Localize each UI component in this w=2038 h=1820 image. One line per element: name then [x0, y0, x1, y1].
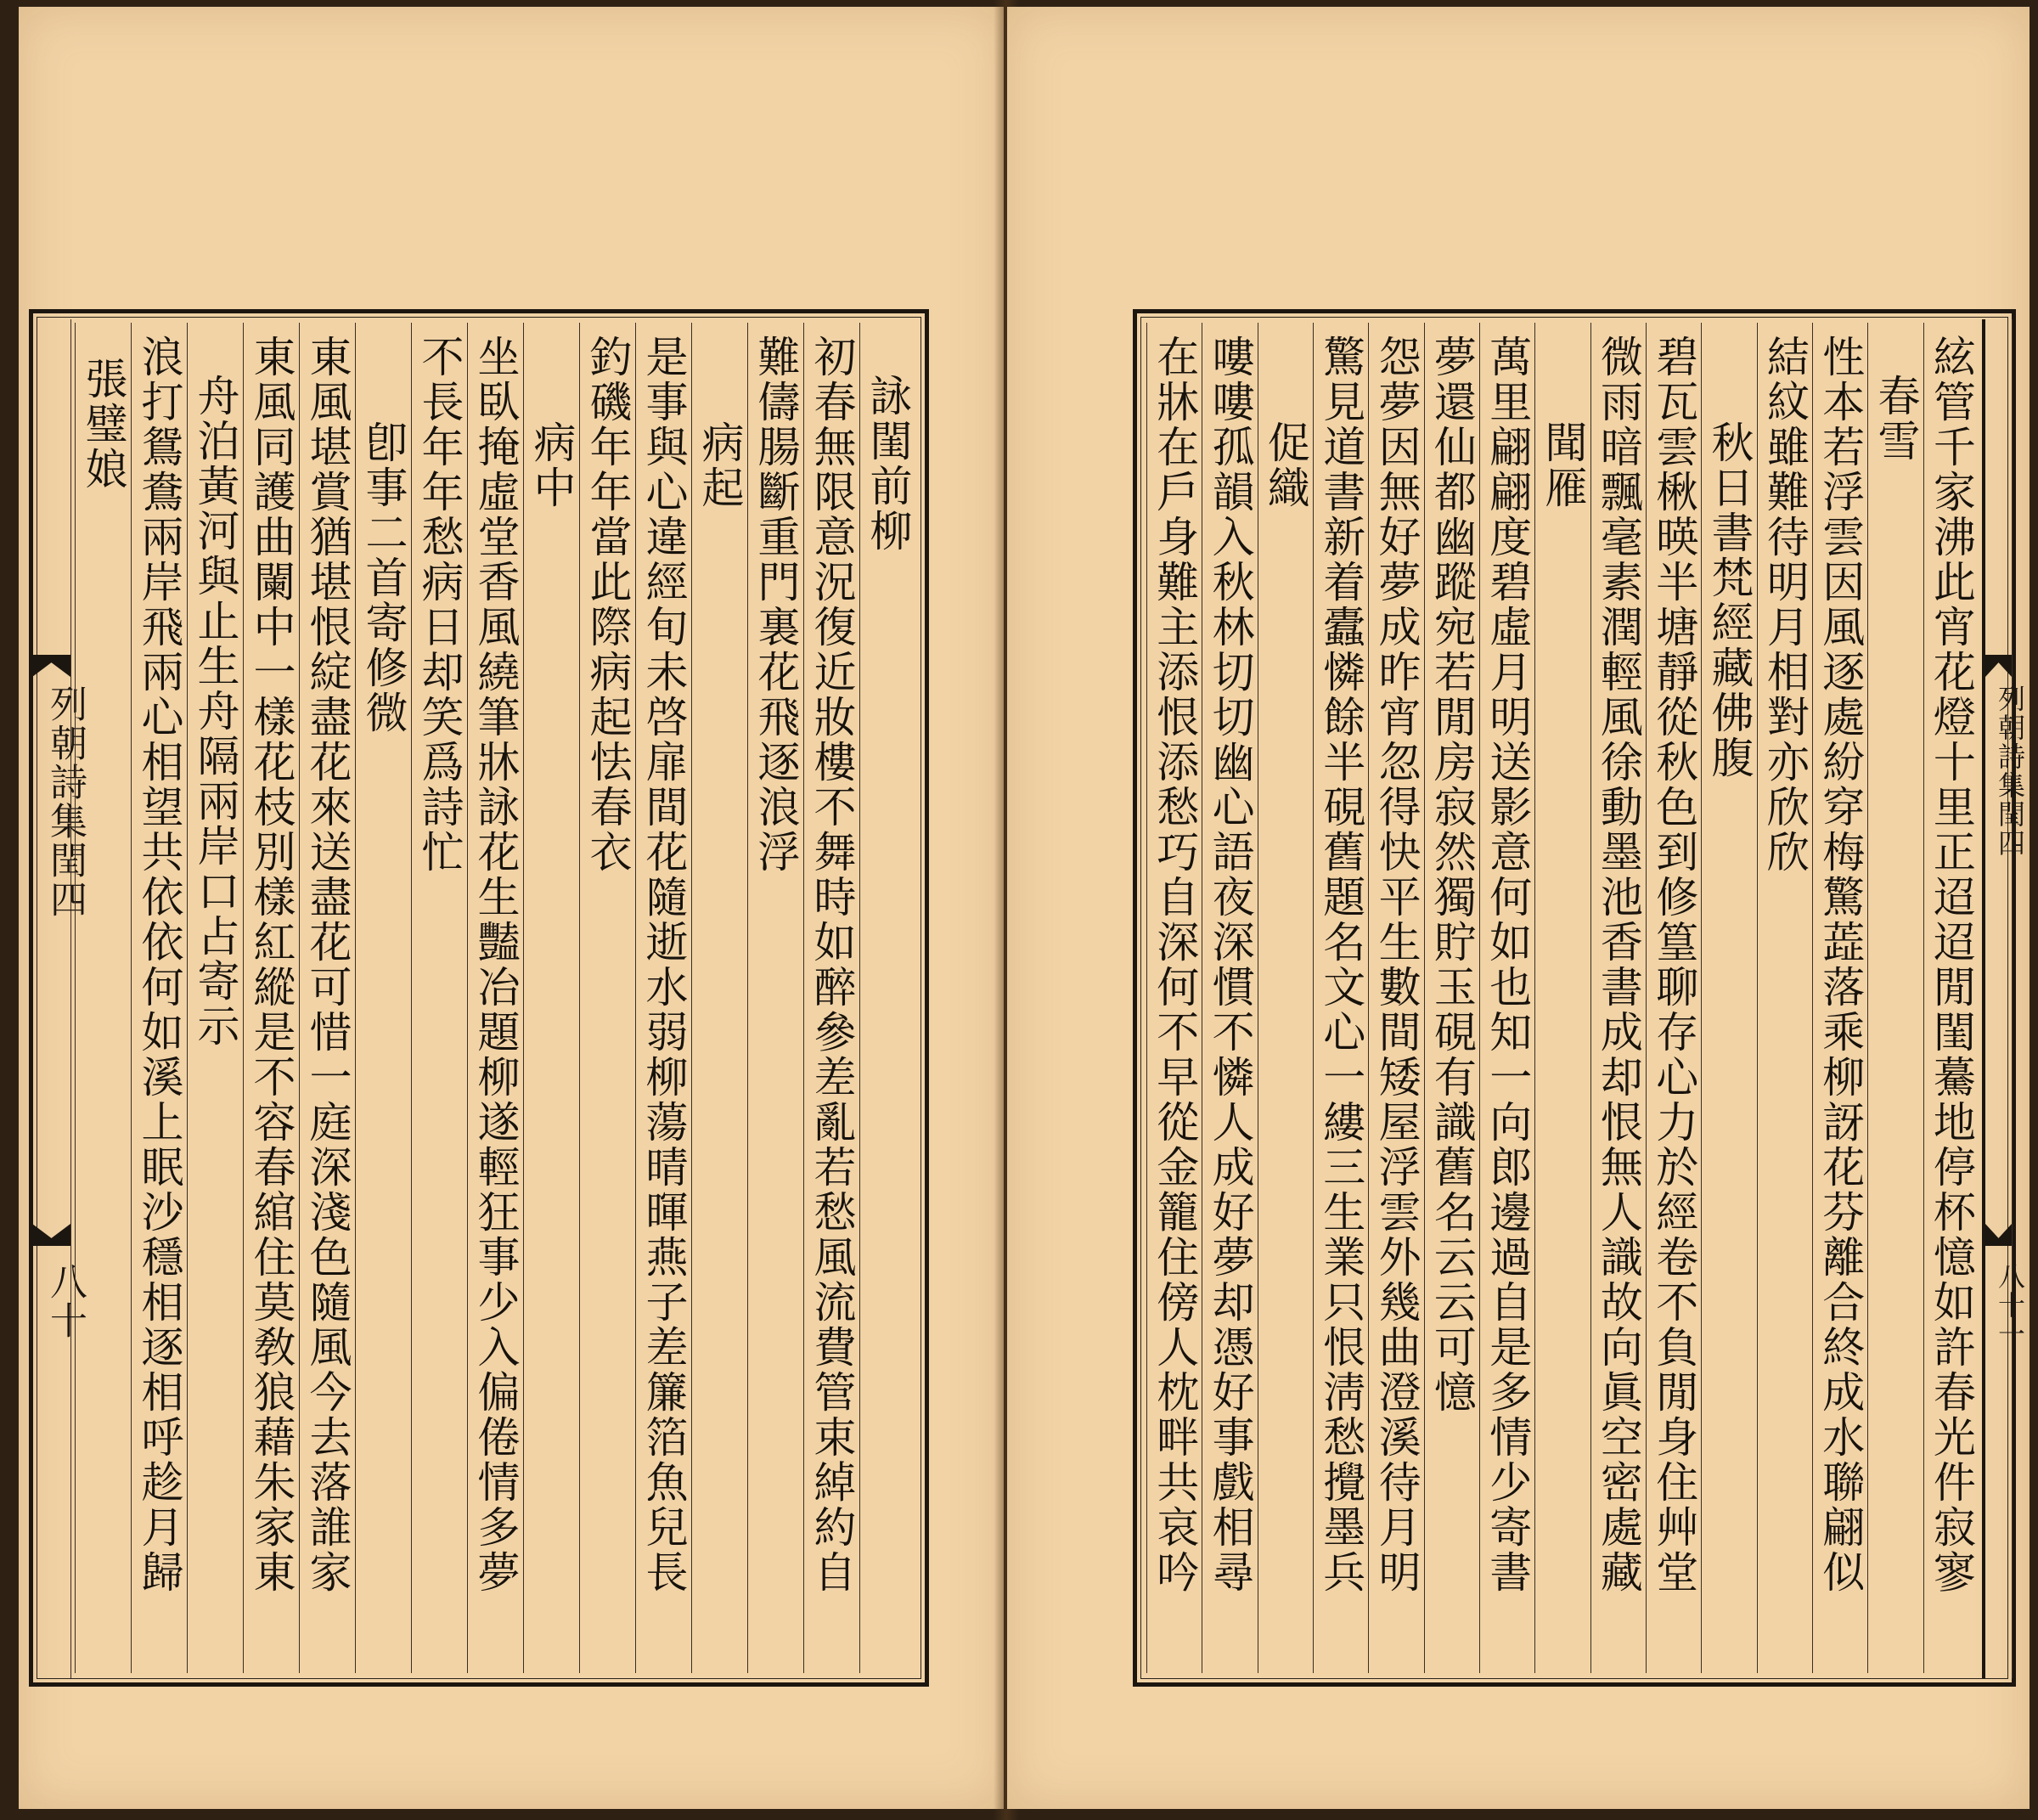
left-column-text: 難儔腸斷重門裏花飛逐浪浮: [751, 335, 801, 875]
right-column-12: [1313, 323, 1368, 1673]
right-margin-label: 列朝詩集閏四: [1994, 685, 2026, 858]
right-column-text: 碧瓦雲楸暎半塘靜從秋色到修篁聊存心力於經卷不負閒身住艸堂: [1649, 335, 1699, 1595]
right-column-text: 促織: [1260, 420, 1310, 510]
left-column-text: 坐臥掩虛堂香風繞筆牀詠花生豔冶題柳遂輕狂事少入偏倦情多夢: [470, 335, 521, 1595]
right-column-11: [1368, 323, 1423, 1673]
left-column-text: 初春無限意況復近妝樓不舞時如醉參差亂若愁風流費管束綽約自: [807, 335, 857, 1595]
left-column-11: [299, 323, 355, 1673]
left-column-8: [467, 323, 523, 1673]
left-column-12: [243, 323, 299, 1673]
left-column-15: [75, 323, 131, 1673]
fish-tail-ornament-top: [32, 655, 70, 677]
left-column-text: 不長年年愁病日却笑爲詩忙: [414, 335, 464, 875]
left-column-13: [187, 323, 243, 1673]
right-column-text: 聞雁: [1538, 420, 1588, 510]
right-column-text: 萬里翩翩度碧虛月明送影意何如也知一向郎邊過自是多情少寄書: [1483, 335, 1533, 1595]
right-column-text: 性本若浮雲因風逐處紛穿梅驚蕋落乘柳訝花芬離合終成水聯翩似: [1816, 335, 1866, 1595]
left-column-text: 舟泊黃河與止生舟隔兩岸口占寄示: [190, 374, 240, 1049]
right-column-13: [1258, 323, 1313, 1673]
right-column-4: [1757, 323, 1812, 1673]
left-column-text: 張璧娘: [78, 357, 128, 492]
right-column-text: 怨夢因無好夢成昨宵忽得快平生數間矮屋浮雲外幾曲澄溪待月明: [1371, 335, 1422, 1595]
right-column-text: 在牀在戶身難主添恨添愁巧自深何不早從金籠住傍人枕畔共哀吟: [1150, 335, 1200, 1595]
left-margin-label: 列朝詩集閏四: [43, 685, 87, 919]
left-column-2: [803, 323, 859, 1673]
right-column-6: [1646, 323, 1701, 1673]
left-column-6: [579, 323, 635, 1673]
right-column-15: [1146, 323, 1202, 1673]
left-column-text: 浪打鴛鴦兩岸飛兩心相望共依依何如溪上眠沙穩相逐相呼趁月歸: [134, 335, 184, 1595]
left-margin-strip: [29, 319, 87, 1678]
left-text-columns: [75, 323, 915, 1673]
right-column-text: 驚見道書新着蠹憐餘半硯舊題名文心一縷三生業只恨淸愁攪墨兵: [1316, 335, 1366, 1595]
right-column-text: 秋日書梵經藏佛腹: [1704, 420, 1754, 780]
right-text-columns: [1146, 323, 1979, 1673]
left-column-4: [691, 323, 747, 1673]
right-column-3: [1812, 323, 1867, 1673]
left-column-1: [859, 323, 915, 1673]
fish-tail-ornament-bottom-right: [1985, 1224, 2012, 1246]
left-column-text: 詠閨前柳: [863, 374, 913, 554]
left-column-text: 病起: [695, 420, 745, 510]
left-column-7: [523, 323, 579, 1673]
right-column-2: [1867, 323, 1923, 1673]
left-column-text: 卽事二首寄修微: [358, 420, 408, 735]
right-column-14: [1202, 323, 1257, 1673]
right-column-text: 嘍嘍孤韻入秋林切切幽心語夜深慣不憐人成好夢却憑好事戲相尋: [1205, 335, 1255, 1595]
left-column-text: 東風同護曲闌中一樣花枝別樣紅縱是不容春綰住莫敎狼藉朱家東: [246, 335, 296, 1595]
right-margin-strip: [1982, 319, 2026, 1678]
right-column-text: 微雨暗飄毫素潤輕風徐動墨池香書成却恨無人識故向眞空密處藏: [1593, 335, 1643, 1595]
left-column-text: 是事與心違經旬未啓扉間花隨逝水弱柳蕩晴暉燕子差簾箔魚兒長: [639, 335, 689, 1595]
right-column-text: 絃管千家沸此宵花燈十里正迢迢閒閨驀地停杯憶如許春光件寂寥: [1926, 335, 1976, 1595]
right-margin-page: 八十一: [1994, 1262, 2026, 1349]
left-column-text: 病中: [526, 420, 577, 510]
left-page: [19, 7, 1004, 1809]
right-column-text: 結紋雖難待明月相對亦欣欣: [1759, 335, 1810, 875]
right-column-8: [1534, 323, 1590, 1673]
fish-tail-ornament-bottom: [32, 1224, 70, 1246]
left-margin-page: 八十: [43, 1262, 87, 1340]
left-column-9: [411, 323, 467, 1673]
left-column-14: [131, 323, 187, 1673]
left-column-text: 釣磯年年當此際病起怯春衣: [583, 335, 633, 875]
right-column-text: 夢還仙都幽蹤宛若閒房寂然獨貯玉硯有識舊名云云可憶: [1427, 335, 1477, 1415]
left-column-3: [747, 323, 803, 1673]
right-column-10: [1424, 323, 1479, 1673]
left-column-text: 東風堪賞猶堪恨綻盡花來送盡花可惜一庭深淺色隨風今去落誰家: [302, 335, 352, 1595]
right-column-text: 春雪: [1871, 374, 1921, 464]
left-column-10: [355, 323, 411, 1673]
right-page: [1007, 7, 2030, 1809]
fish-tail-ornament-top-right: [1985, 655, 2012, 677]
right-column-9: [1479, 323, 1534, 1673]
left-column-5: [635, 323, 691, 1673]
right-column-7: [1590, 323, 1646, 1673]
right-column-1: [1923, 323, 1979, 1673]
right-column-5: [1701, 323, 1756, 1673]
